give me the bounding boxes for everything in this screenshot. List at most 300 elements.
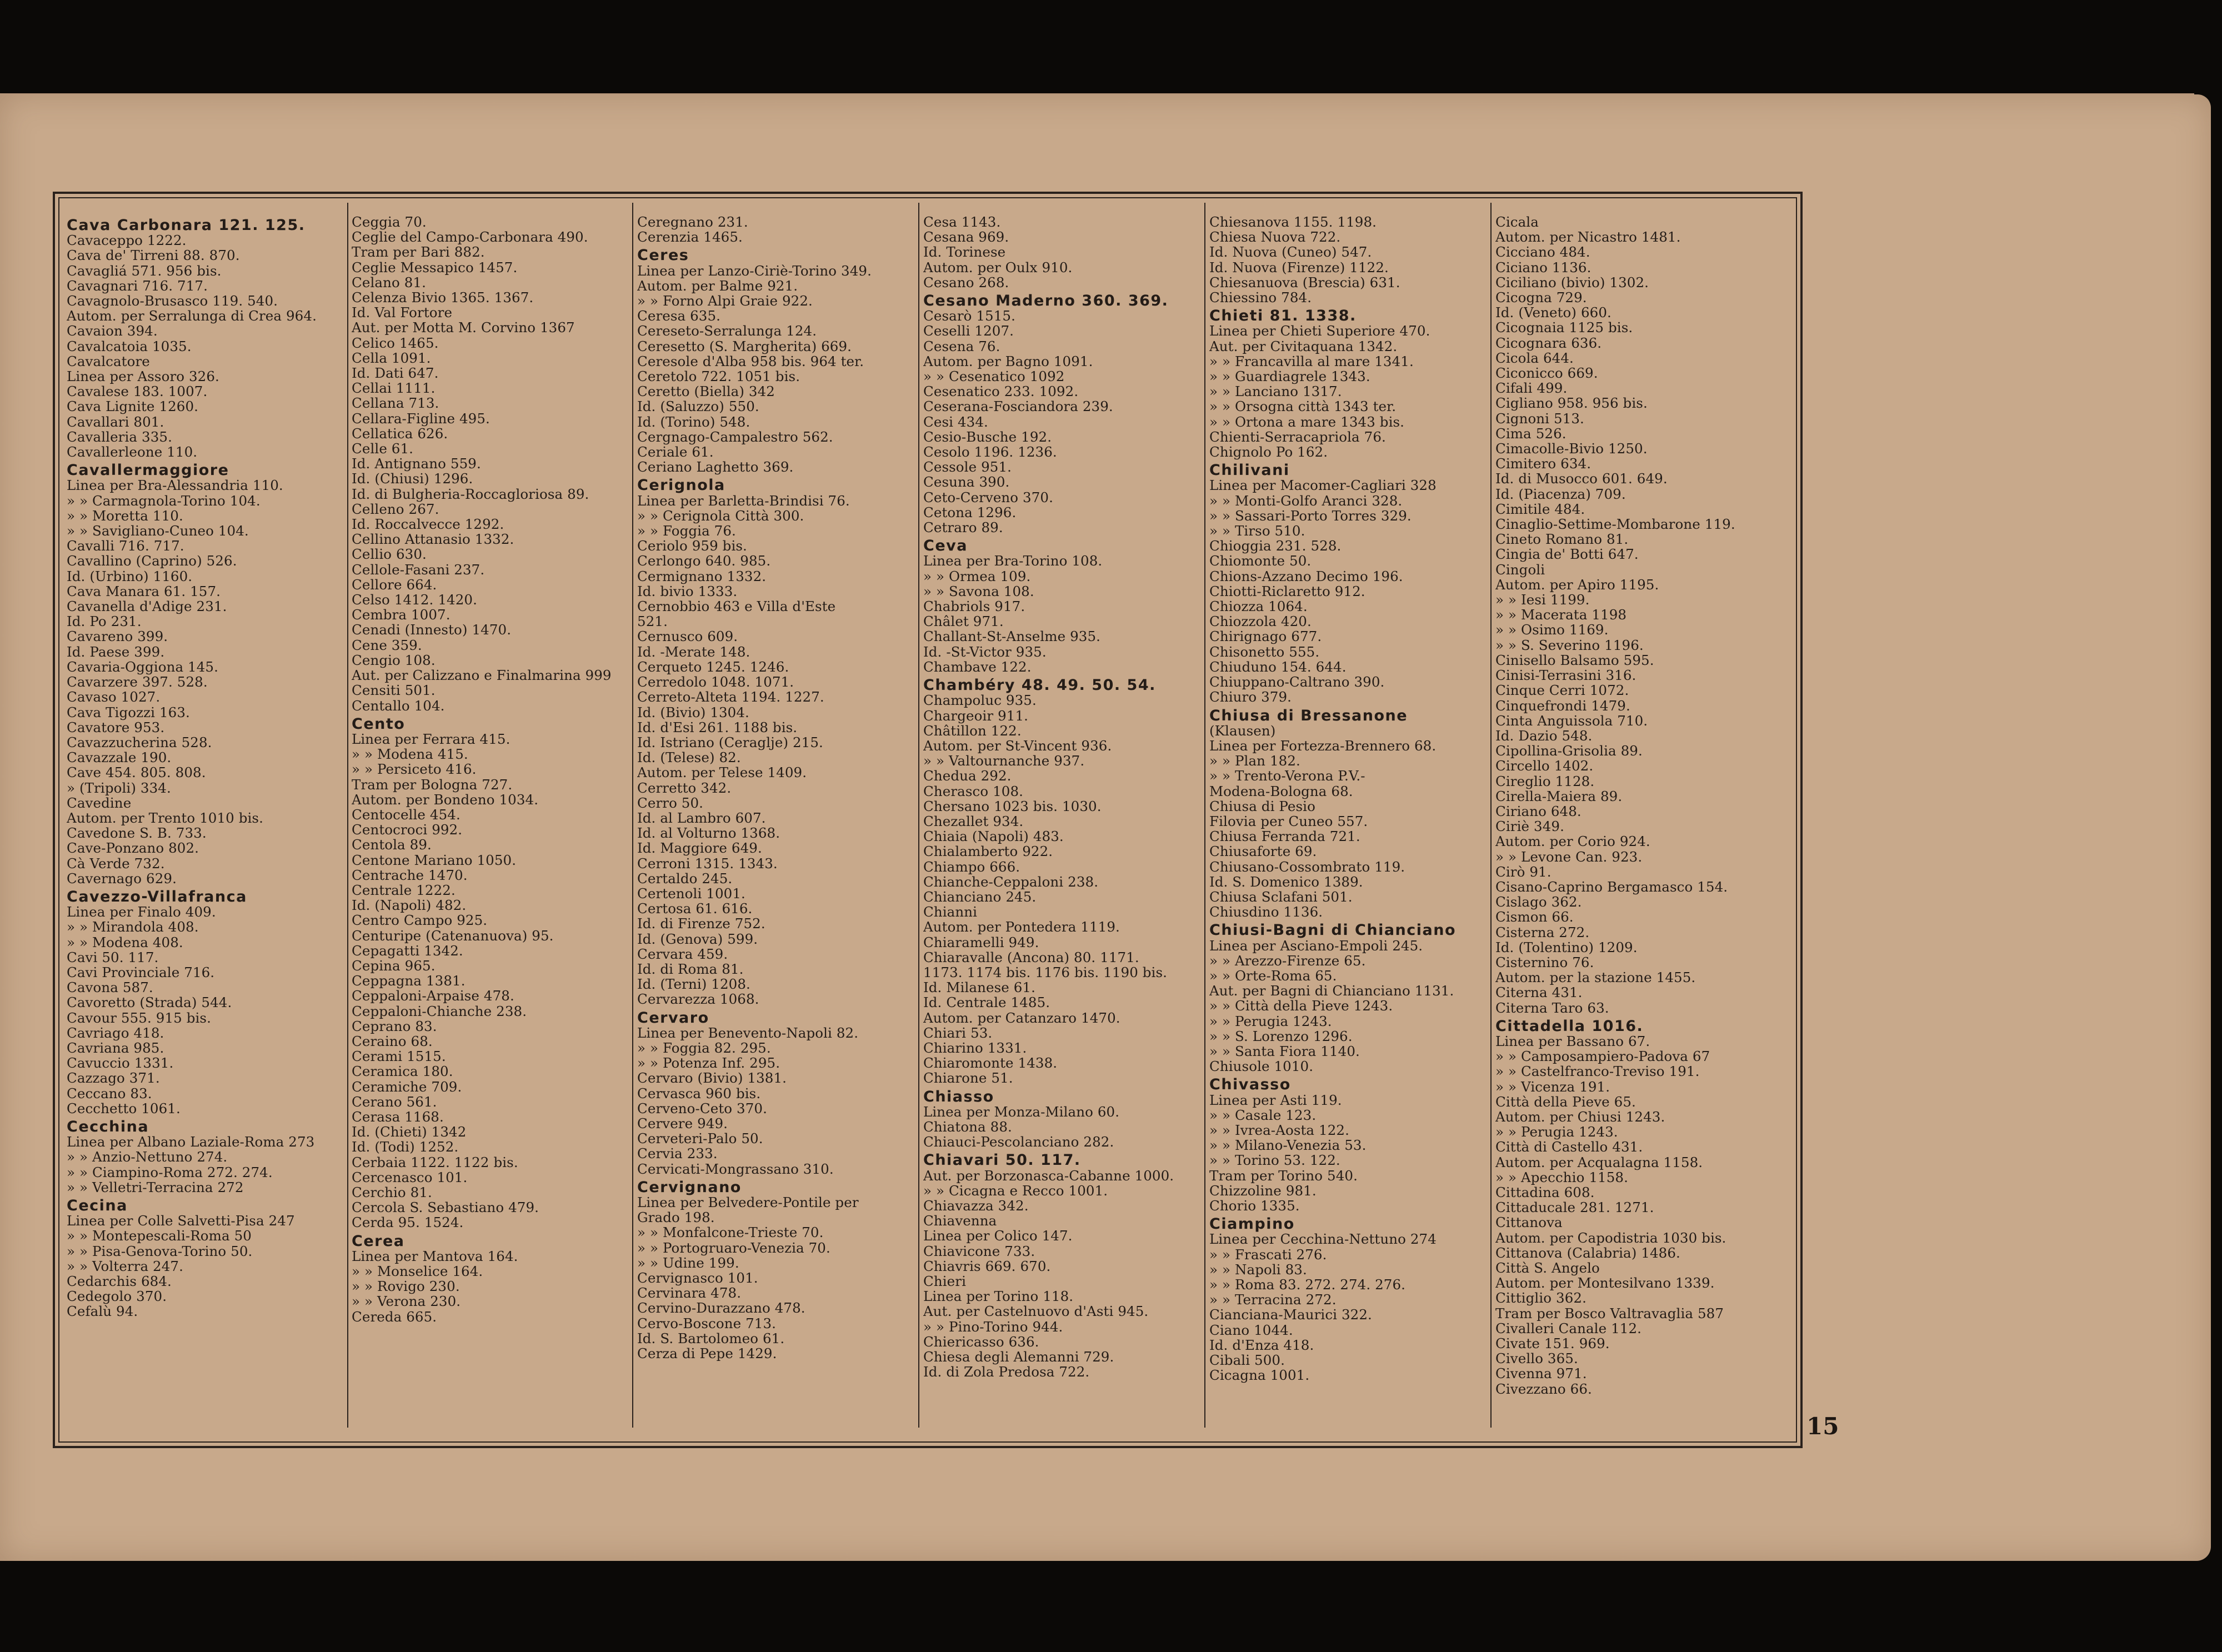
index-entry: » » Lanciano 1317. <box>1209 383 1342 400</box>
index-entry: Id. (Todi) 1252. <box>352 1139 459 1155</box>
index-entry: Grado 198. <box>637 1209 715 1226</box>
index-entry: Id. (Torino) 548. <box>637 413 750 430</box>
page-number: 15 <box>1806 1413 1839 1440</box>
index-entry: Cianciana-Maurici 322. <box>1209 1306 1372 1323</box>
index-entry: » » Pino-Torino 944. <box>923 1318 1063 1335</box>
index-entry: Cifali 499. <box>1495 380 1568 397</box>
index-entry: Linea per Bra-Alessandria 110. <box>67 477 283 494</box>
index-entry: Ciconicco 669. <box>1495 365 1598 382</box>
index-entry: » » Osimo 1169. <box>1495 622 1609 638</box>
index-entry: Cislago 362. <box>1495 894 1582 910</box>
index-entry: Certosa 61. 616. <box>637 900 753 917</box>
index-entry: Cava Lignite 1260. <box>67 398 199 415</box>
index-entry: Cerretto 342. <box>637 779 732 796</box>
index-entry: Cervarezza 1068. <box>637 991 759 1008</box>
index-entry: Linea per Asti 119. <box>1209 1092 1342 1108</box>
index-entry: Cicognara 636. <box>1495 334 1602 351</box>
index-entry: Citerna 431. <box>1495 984 1583 1001</box>
index-entry: Cicola 644. <box>1495 349 1574 366</box>
index-entry: » » Cicagna e Recco 1001. <box>923 1182 1108 1199</box>
index-entry: Id. Antignano 559. <box>352 455 481 472</box>
index-entry: Autom. per Oulx 910. <box>923 259 1073 276</box>
index-entry: Ceppagna 1381. <box>352 973 466 989</box>
index-entry: Cernobbio 463 e Villa d'Este <box>637 598 836 615</box>
index-entry: » » Forno Alpi Graie 922. <box>637 293 813 309</box>
index-entry: Cesuna 390. <box>923 474 1010 490</box>
index-entry: Cittanova <box>1495 1214 1563 1231</box>
index-entry: Chiuro 379. <box>1209 689 1292 705</box>
index-entry: Chiaia (Napoli) 483. <box>923 828 1064 845</box>
index-entry: Celano 81. <box>352 274 426 291</box>
index-entry: Cavallerleone 110. <box>67 444 198 460</box>
index-entry: Cenadi (Innesto) 1470. <box>352 622 512 638</box>
index-entry: Tram per Bari 882. <box>352 244 485 261</box>
index-entry: Chizzoline 981. <box>1209 1182 1317 1199</box>
index-entry: » » Ormea 109. <box>923 568 1031 584</box>
index-entry: Cavagnari 716. 717. <box>67 277 208 294</box>
index-entry: Ciriè 349. <box>1495 818 1564 835</box>
index-entry: Centone Mariano 1050. <box>352 852 517 868</box>
index-entry: Cimitero 634. <box>1495 455 1592 472</box>
index-entry: Chieri <box>923 1273 967 1290</box>
index-entry: Ciano 1044. <box>1209 1321 1293 1338</box>
index-entry: Id. (Napoli) 482. <box>352 897 467 914</box>
index-entry: Cavriago 418. <box>67 1024 164 1041</box>
index-entry: Chiuduno 154. 644. <box>1209 658 1347 675</box>
index-entry: Cerasa 1168. <box>352 1108 444 1125</box>
index-entry: » » Vicenza 191. <box>1495 1078 1610 1095</box>
index-entry: Centocelle 454. <box>352 806 461 823</box>
index-entry: Cigliano 958. 956 bis. <box>1495 395 1648 412</box>
index-entry: Ceresa 635. <box>637 308 721 324</box>
index-entry: Ceresole d'Alba 958 bis. 964 ter. <box>637 353 864 369</box>
index-entry: Città S. Angelo <box>1495 1260 1600 1276</box>
index-entry: Chiavazza 342. <box>923 1198 1029 1214</box>
index-heading: Chiasso <box>923 1088 994 1105</box>
index-entry: Chiarino 1331. <box>923 1039 1027 1056</box>
index-entry: Certenoli 1001. <box>637 885 745 902</box>
index-entry: Chiari 53. <box>923 1024 993 1041</box>
index-entry: Cellole-Fasani 237. <box>352 561 485 578</box>
index-entry: Cecchetto 1061. <box>67 1100 181 1117</box>
index-entry: Linea per Macomer-Cagliari 328 <box>1209 477 1437 494</box>
index-entry: Cavaion 394. <box>67 323 158 339</box>
index-entry: Centrache 1470. <box>352 867 468 883</box>
index-column-4 <box>923 214 1202 1420</box>
index-entry: Cerredolo 1048. 1071. <box>637 674 794 690</box>
index-entry: Chiatona 88. <box>923 1118 1012 1135</box>
index-entry: Cereda 665. <box>352 1308 437 1325</box>
index-entry: Châlet 971. <box>923 613 1004 630</box>
index-heading: Cecina <box>67 1197 128 1214</box>
index-entry: Linea per Assoro 326. <box>67 368 219 385</box>
index-entry: Cereseto-Serralunga 124. <box>637 323 817 339</box>
index-entry: Id. (Tolentino) 1209. <box>1495 939 1638 955</box>
index-entry: Cherasco 108. <box>923 783 1024 799</box>
index-entry: Cavaceppo 1222. <box>67 232 187 249</box>
index-entry: » » Santa Fiora 1140. <box>1209 1043 1360 1059</box>
index-entry: » » Milano-Venezia 53. <box>1209 1137 1367 1154</box>
index-entry: Cavoretto (Strada) 544. <box>67 994 232 1011</box>
index-entry: Cisterna 272. <box>1495 924 1590 940</box>
index-entry: » » Volterra 247. <box>67 1258 183 1274</box>
index-entry: » » Anzio-Nettuno 274. <box>67 1149 228 1165</box>
index-entry: Chiauci-Pescolanciano 282. <box>923 1134 1114 1150</box>
index-entry: Chiesa degli Alemanni 729. <box>923 1349 1114 1365</box>
index-heading: Cervignano <box>637 1178 742 1196</box>
index-entry: » » Persiceto 416. <box>352 761 477 778</box>
index-entry: Chiusa Sclafani 501. <box>1209 888 1353 905</box>
index-entry: Cerveteri-Palo 50. <box>637 1130 763 1147</box>
index-entry: Centro Campo 925. <box>352 912 488 929</box>
index-entry: » » Pisa-Genova-Torino 50. <box>67 1243 253 1259</box>
index-entry: Id. Centrale 1485. <box>923 994 1050 1011</box>
index-entry: Cellino Attanasio 1332. <box>352 531 514 548</box>
index-entry: Cinaglio-Settime-Mombarone 119. <box>1495 516 1735 533</box>
index-entry: » » Cesenatico 1092 <box>923 368 1065 385</box>
index-column-5 <box>1209 214 1488 1420</box>
index-entry: (Klausen) <box>1209 722 1276 739</box>
index-entry: Tram per Bosco Valtravaglia 587 <box>1495 1305 1724 1321</box>
index-entry: Autom. per la stazione 1455. <box>1495 969 1696 986</box>
index-entry: » » Moretta 110. <box>67 507 183 524</box>
index-entry: Id. (Genova) 599. <box>637 930 758 947</box>
index-heading: Cento <box>352 715 406 733</box>
column-separator <box>347 203 348 1428</box>
column-separator <box>632 203 633 1428</box>
index-entry: Cetraro 89. <box>923 519 1003 536</box>
index-entry: Censiti 501. <box>352 682 436 699</box>
index-entry: Chiavenna <box>923 1213 997 1229</box>
index-entry: Cessole 951. <box>923 459 1012 475</box>
index-entry: 1173. 1174 bis. 1176 bis. 1190 bis. <box>923 964 1168 980</box>
index-entry: Chiusa Ferranda 721. <box>1209 828 1360 845</box>
index-entry: Cavedone S. B. 733. <box>67 825 207 842</box>
index-heading: Chiavari 50. 117. <box>923 1152 1081 1169</box>
index-heading: Cerignola <box>637 477 725 494</box>
index-entry: Chiaramelli 949. <box>923 934 1039 950</box>
index-entry: Cesana 969. <box>923 229 1009 246</box>
index-entry: » » Perugia 1243. <box>1209 1013 1332 1029</box>
index-entry: » (Tripoli) 334. <box>67 779 171 796</box>
index-entry: Cignoni 513. <box>1495 410 1584 427</box>
index-heading: Chilivani <box>1209 462 1290 479</box>
index-entry: Cittadina 608. <box>1495 1184 1595 1200</box>
index-entry: » » Monfalcone-Trieste 70. <box>637 1224 824 1241</box>
index-entry: Chiavicone 733. <box>923 1243 1035 1259</box>
index-entry: » » Frascati 276. <box>1209 1246 1327 1263</box>
index-entry: Chions-Azzano Decimo 196. <box>1209 568 1403 584</box>
index-entry: Ceriolo 959 bis. <box>637 538 747 554</box>
index-entry: Cetona 1296. <box>923 504 1017 520</box>
index-entry: Cavalcatore <box>67 353 150 369</box>
index-entry: Cicagna 1001. <box>1209 1367 1310 1384</box>
index-entry: Cibali 500. <box>1209 1352 1285 1369</box>
index-entry: Id. bivio 1333. <box>637 583 738 599</box>
index-entry: Civello 365. <box>1495 1350 1578 1367</box>
index-entry: Cellana 713. <box>352 395 439 412</box>
index-entry: Ceramiche 709. <box>352 1078 462 1095</box>
index-entry: » » Orte-Roma 65. <box>1209 967 1337 984</box>
index-entry: Cercenasco 101. <box>352 1169 468 1185</box>
index-entry: Cavallari 801. <box>67 413 164 430</box>
index-entry: Cimacolle-Bivio 1250. <box>1495 440 1648 457</box>
index-entry: » » Cerignola Città 300. <box>637 507 804 524</box>
index-entry: Cavatore 953. <box>67 719 165 735</box>
index-entry: Autom. per Bagno 1091. <box>923 353 1093 369</box>
index-entry: Cellore 664. <box>352 576 437 593</box>
index-entry: Città di Castello 431. <box>1495 1139 1643 1155</box>
index-entry: Autom. per Trento 1010 bis. <box>67 809 263 826</box>
index-entry: Ciciliano (bivio) 1302. <box>1495 274 1649 291</box>
index-entry: Chargeoir 911. <box>923 707 1029 724</box>
index-entry: Celico 1465. <box>352 334 439 351</box>
index-entry: » » Castelfranco-Treviso 191. <box>1495 1063 1700 1080</box>
index-column-2 <box>352 214 630 1420</box>
index-heading: Ceva <box>923 537 968 555</box>
index-entry: » » S. Severino 1196. <box>1495 637 1644 653</box>
index-entry: Cervinara 478. <box>637 1285 742 1301</box>
index-entry: Id. -Merate 148. <box>637 643 750 660</box>
index-entry: Chorio 1335. <box>1209 1198 1300 1214</box>
index-entry: Cavaria-Oggiona 145. <box>67 658 218 675</box>
index-entry: Linea per Lanzo-Ciriè-Torino 349. <box>637 262 872 279</box>
index-entry: Cavriana 985. <box>67 1039 164 1056</box>
index-entry: Chianni <box>923 904 978 920</box>
index-entry: Linea per Bra-Torino 108. <box>923 553 1103 569</box>
index-entry: Id. (Telese) 82. <box>637 749 741 766</box>
index-entry: Autom. per Apiro 1195. <box>1495 576 1659 593</box>
index-entry: Aut. per Civitaquana 1342. <box>1209 338 1398 354</box>
index-entry: Cellai 1111. <box>352 380 436 397</box>
index-entry: Aut. per Calizzano e Finalmarina 999 <box>352 667 612 684</box>
index-entry: Cittanova (Calabria) 1486. <box>1495 1244 1680 1261</box>
index-entry: Autom. per Serralunga di Crea 964. <box>67 308 317 324</box>
column-separator <box>1204 203 1205 1428</box>
index-heading: Chivasso <box>1209 1076 1291 1094</box>
index-entry: Cavalcatoia 1035. <box>67 338 192 354</box>
index-entry: Cavanella d'Adige 231. <box>67 598 227 615</box>
index-entry: » » Orsogna città 1343 ter. <box>1209 398 1397 415</box>
index-entry: » » Portogruaro-Venezia 70. <box>637 1239 830 1256</box>
index-entry: Chiarone 51. <box>923 1070 1013 1087</box>
index-entry: Chienti-Serracapriola 76. <box>1209 428 1386 445</box>
index-entry: Cisternino 76. <box>1495 954 1594 970</box>
index-entry: Cerenzia 1465. <box>637 229 743 246</box>
index-entry: Cinque Cerri 1072. <box>1495 682 1629 699</box>
index-entry: Ceglie Messapico 1457. <box>352 259 518 276</box>
index-entry: Id. di Musocco 601. 649. <box>1495 470 1668 487</box>
index-entry: Ceppaloni-Chianche 238. <box>352 1003 527 1019</box>
index-entry: Ceregnano 231. <box>637 214 748 230</box>
index-entry: Cerreto-Alteta 1194. 1227. <box>637 689 824 705</box>
index-entry: Cavi 50. 117. <box>67 949 159 965</box>
index-heading: Chieti 81. 1338. <box>1209 307 1357 325</box>
index-entry: » » Iesi 1199. <box>1495 592 1590 608</box>
index-entry: » » Modena 408. <box>67 934 183 950</box>
index-entry: » » Apecchio 1158. <box>1495 1169 1628 1185</box>
index-entry: Cesano 268. <box>923 274 1009 291</box>
index-entry: Chiomonte 50. <box>1209 553 1312 569</box>
index-entry: » » Casale 123. <box>1209 1107 1317 1123</box>
index-entry: Linea per Bassano 67. <box>1495 1033 1650 1049</box>
index-entry: Linea per Asciano-Empoli 245. <box>1209 937 1423 954</box>
index-entry: Ceserana-Fosciandora 239. <box>923 398 1113 415</box>
index-entry: Cavuccio 1331. <box>67 1055 174 1072</box>
index-entry: Cisano-Caprino Bergamasco 154. <box>1495 878 1728 895</box>
index-entry: Certaldo 245. <box>637 870 733 887</box>
index-entry: Cepagatti 1342. <box>352 942 463 959</box>
index-entry: Cavona 587. <box>67 979 153 996</box>
index-entry: Cengio 108. <box>352 652 436 668</box>
index-heading: Chiusa di Bressanone <box>1209 707 1408 724</box>
index-entry: Linea per Finalo 409. <box>67 904 216 920</box>
index-entry: Cesio-Busche 192. <box>923 428 1052 445</box>
index-entry: Linea per Chieti Superiore 470. <box>1209 323 1430 339</box>
index-entry: Id. S. Domenico 1389. <box>1209 873 1363 890</box>
index-entry: Civenna 971. <box>1495 1365 1587 1382</box>
index-entry: Cerda 95. 1524. <box>352 1214 464 1231</box>
index-heading: Cavallermaggiore <box>67 462 229 479</box>
index-entry: Id. (Bivio) 1304. <box>637 704 749 720</box>
index-entry: Cavarzere 397. 528. <box>67 674 208 690</box>
index-entry: Cermignano 1332. <box>637 568 767 584</box>
index-entry: Cellatica 626. <box>352 425 448 442</box>
index-entry: Linea per Cecchina-Nettuno 274 <box>1209 1231 1437 1248</box>
index-entry: Aut. per Borzonasca-Cabanne 1000. <box>923 1167 1174 1184</box>
index-entry: » » Valtournanche 937. <box>923 753 1085 769</box>
index-entry: Cavallino (Caprino) 526. <box>67 553 237 569</box>
index-entry: » » Levone Can. 923. <box>1495 848 1643 865</box>
index-entry: » » Terracina 272. <box>1209 1291 1337 1308</box>
index-entry: Cingoli <box>1495 561 1545 578</box>
index-entry: » » S. Lorenzo 1296. <box>1209 1028 1353 1044</box>
index-entry: Id. Po 231. <box>67 613 142 630</box>
index-heading: Chiusi-Bagni di Chianciano <box>1209 922 1457 939</box>
index-entry: Id. Dazio 548. <box>1495 727 1593 744</box>
index-entry: Cervicati-Mongrassano 310. <box>637 1160 834 1177</box>
index-entry: Cedegolo 370. <box>67 1288 167 1305</box>
index-entry: Chialamberto 922. <box>923 843 1053 860</box>
index-entry: Id. (Piacenza) 709. <box>1495 485 1626 502</box>
index-entry: Id. -St-Victor 935. <box>923 643 1047 660</box>
index-entry: Ceselli 1207. <box>923 323 1014 339</box>
index-entry: Celenza Bivio 1365. 1367. <box>352 289 534 306</box>
index-entry: Chiessino 784. <box>1209 289 1312 306</box>
index-entry: Chignolo Po 162. <box>1209 444 1328 460</box>
index-heading: Cavezzo-Villafranca <box>67 888 247 905</box>
index-entry: Autom. per Pontedera 1119. <box>923 919 1120 935</box>
index-entry: Filovia per Cuneo 557. <box>1209 813 1368 829</box>
index-entry: Autom. per Corio 924. <box>1495 833 1650 850</box>
index-entry: Cesena 76. <box>923 338 1000 354</box>
index-entry: Cesa 1143. <box>923 214 1001 230</box>
index-entry: Chianche-Ceppaloni 238. <box>923 873 1099 890</box>
index-entry: Autom. per Telese 1409. <box>637 764 807 781</box>
index-entry: Id. al Lambro 607. <box>637 809 766 826</box>
index-entry: » » Potenza Inf. 295. <box>637 1055 780 1072</box>
index-entry: Id. Milanese 61. <box>923 979 1036 996</box>
index-entry: Chedua 292. <box>923 768 1012 784</box>
index-entry: Cavalese 183. 1007. <box>67 383 208 400</box>
index-entry: Id. S. Bartolomeo 61. <box>637 1330 785 1346</box>
index-entry: » » Napoli 83. <box>1209 1261 1307 1278</box>
index-entry: Cavagliá 571. 956 bis. <box>67 262 222 279</box>
index-entry: Chisonetto 555. <box>1209 643 1320 660</box>
index-entry: » » Arezzo-Firenze 65. <box>1209 952 1366 969</box>
index-entry: Id. (Chieti) 1342 <box>352 1124 467 1140</box>
index-column-3 <box>637 214 916 1420</box>
index-entry: Centuripe (Catenanuova) 95. <box>352 927 554 944</box>
index-entry: » » Ortona a mare 1343 bis. <box>1209 413 1405 430</box>
index-entry: Modena-Bologna 68. <box>1209 783 1353 799</box>
index-entry: Cellio 630. <box>352 546 427 563</box>
index-entry: Chiusano-Cossombrato 119. <box>1209 858 1405 875</box>
index-heading: Cava Carbonara 121. 125. <box>67 217 306 234</box>
index-entry: Celle 61. <box>352 440 414 457</box>
index-entry: Cervere 949. <box>637 1115 728 1132</box>
index-entry: Chiavris 669. 670. <box>923 1258 1051 1274</box>
index-entry: Cavour 555. 915 bis. <box>67 1009 211 1026</box>
index-entry: » » Foggia 76. <box>637 523 736 539</box>
index-entry: Chiusdino 1136. <box>1209 904 1323 920</box>
index-entry: Autom. per Nicastro 1481. <box>1495 229 1681 246</box>
index-entry: Centrale 1222. <box>352 882 456 898</box>
index-entry: Autom. per Chiusi 1243. <box>1495 1108 1665 1125</box>
index-entry: » » Foggia 82. 295. <box>637 1039 771 1056</box>
index-entry: Città della Pieve 65. <box>1495 1093 1636 1110</box>
index-entry: Cavalleria 335. <box>67 428 172 445</box>
index-entry: 521. <box>637 613 668 630</box>
index-entry: Cava de' Tirreni 88. 870. <box>67 247 240 264</box>
index-entry: Autom. per Acqualagna 1158. <box>1495 1154 1703 1170</box>
index-entry: Cerchio 81. <box>352 1184 432 1200</box>
index-entry: Ceramica 180. <box>352 1063 453 1080</box>
index-entry: Linea per Ferrara 415. <box>352 730 511 747</box>
index-entry: Id. Roccalvecce 1292. <box>352 516 504 533</box>
index-entry: Cervignasco 101. <box>637 1270 758 1286</box>
index-entry: Chezallet 934. <box>923 813 1024 829</box>
index-entry: » » Savona 108. <box>923 583 1034 599</box>
index-entry: » » Monti-Golfo Aranci 328. <box>1209 492 1403 509</box>
index-entry: Chersano 1023 bis. 1030. <box>923 798 1102 814</box>
index-entry: Chambave 122. <box>923 658 1032 675</box>
index-entry: Id. Torinese <box>923 244 1006 261</box>
index-entry: » » Ivrea-Aosta 122. <box>1209 1122 1349 1138</box>
index-entry: Ceglie del Campo-Carbonara 490. <box>352 229 588 246</box>
index-entry: Civezzano 66. <box>1495 1380 1592 1397</box>
index-column-6 <box>1495 214 1774 1420</box>
index-entry: Aut. per Motta M. Corvino 1367 <box>352 319 575 336</box>
index-entry: » » Roma 83. 272. 274. 276. <box>1209 1276 1406 1293</box>
index-entry: » » Carmagnola-Torino 104. <box>67 492 261 509</box>
index-entry: Autom. per St-Vincent 936. <box>923 737 1112 754</box>
index-entry: Chabriols 917. <box>923 598 1025 615</box>
index-entry: Chiotti-Riclaretto 912. <box>1209 583 1365 599</box>
index-entry: Cinisi-Terrasini 316. <box>1495 667 1637 684</box>
index-entry: Linea per Barletta-Brindisi 76. <box>637 492 850 509</box>
index-entry: Cirella-Maiera 89. <box>1495 788 1623 804</box>
index-entry: Cazzago 371. <box>67 1070 160 1087</box>
index-entry: Chiuppano-Caltrano 390. <box>1209 674 1385 690</box>
index-entry: Id. di Roma 81. <box>637 960 744 977</box>
index-entry: » » Montepescali-Roma 50 <box>67 1228 252 1244</box>
index-entry: » » Camposampiero-Padova 67 <box>1495 1048 1710 1065</box>
index-entry: Cismon 66. <box>1495 909 1574 925</box>
index-entry: Cepina 965. <box>352 957 436 974</box>
index-entry: Aut. per Castelnuovo d'Asti 945. <box>923 1303 1149 1320</box>
index-entry: » » Torino 53. 122. <box>1209 1152 1340 1169</box>
